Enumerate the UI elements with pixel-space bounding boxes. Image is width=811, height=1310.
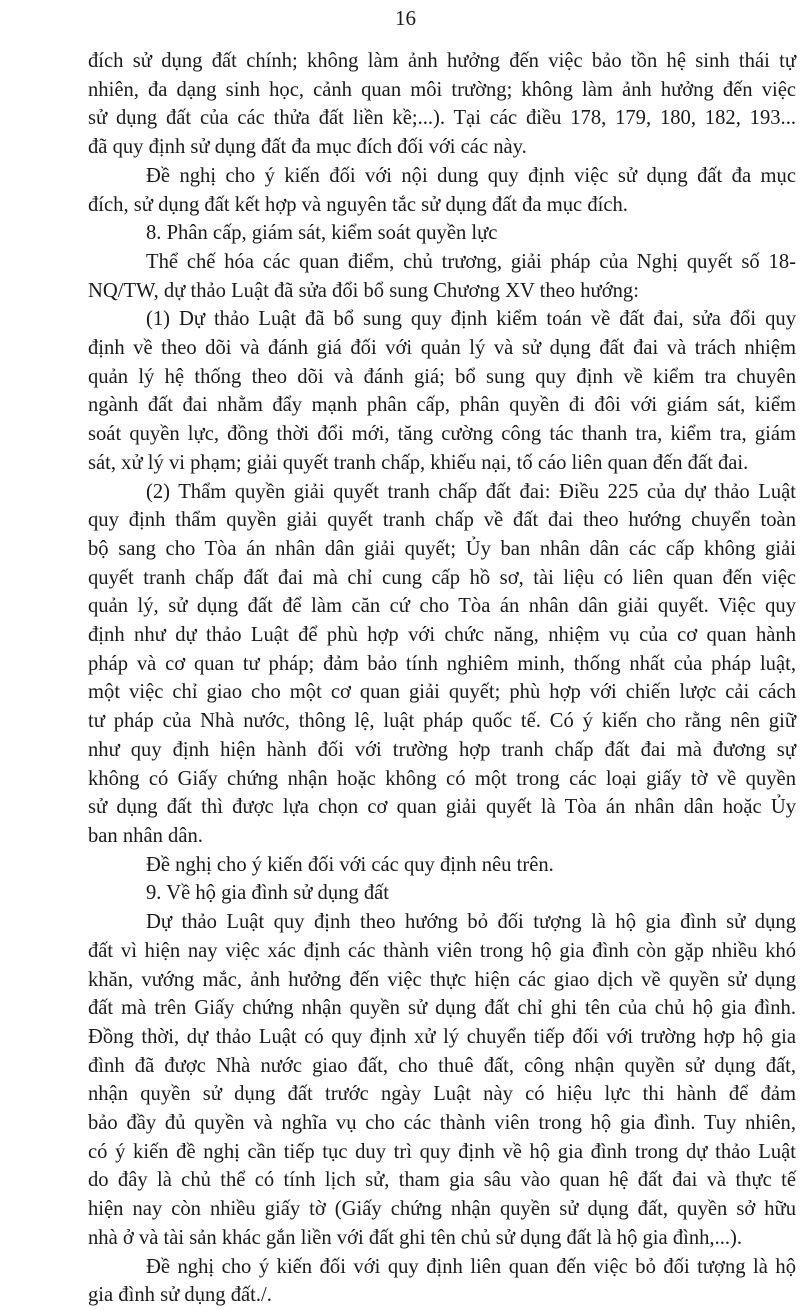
paragraph bbox=[88, 851, 796, 880]
text-line: sử dụng đất của các thửa đất liền kề;...). Tại các điều 178, 179, 180, 182, 193... bbox=[88, 107, 796, 130]
text-line: do đây là chủ thể có tính lịch sử, tham gia sâu vào quan hệ đất đai và thực tế bbox=[88, 1169, 796, 1192]
paragraph bbox=[88, 879, 796, 908]
text-line: Đề nghị cho ý kiến đối với quy định liên quan đến việc bỏ đối tượng là hộ bbox=[146, 1255, 796, 1278]
text-line: định về theo dõi và đánh giá đối với quản lý và sử dụng đất đai và trách nhiệm bbox=[88, 337, 796, 360]
text-line: pháp và cơ quan tư pháp; đảm bảo tính nghiêm minh, thống nhất của pháp luật, bbox=[88, 652, 796, 675]
paragraph bbox=[88, 219, 796, 248]
text-line: định như dự thảo Luật để phù hợp với chức năng, nhiệm vụ của cơ quan hành bbox=[88, 624, 796, 647]
paragraph bbox=[88, 248, 796, 305]
paragraph bbox=[88, 47, 796, 162]
text-line: ban nhân dân. bbox=[88, 824, 203, 847]
text-line: đất mà trên Giấy chứng nhận quyền sử dụng đất chỉ ghi tên của chủ hộ gia đình. bbox=[88, 997, 796, 1020]
paragraph bbox=[88, 305, 796, 477]
text-line: nhận quyền sử dụng đất trước ngày Luật này có hiệu lực thi hành để đảm bbox=[88, 1083, 796, 1106]
text-line: đã quy định sử dụng đất đa mục đích đối với các này. bbox=[88, 136, 527, 159]
text-line: gia đình sử dụng đất./. bbox=[88, 1284, 272, 1307]
text-line: đích sử dụng đất chính; không làm ảnh hưởng đến việc bảo tồn hệ sinh thái tự bbox=[88, 50, 796, 72]
text-line: Đồng thời, dự thảo Luật có quy định xử lý chuyển tiếp đối với trường hợp hộ gia bbox=[88, 1025, 796, 1048]
document-body bbox=[88, 47, 796, 1310]
text-line: không có Giấy chứng nhận hoặc không có một trong các loại giấy tờ về quyền bbox=[88, 767, 796, 790]
text-line: NQ/TW, dự thảo Luật đã sửa đổi bổ sung Chương XV theo hướng: bbox=[88, 279, 639, 302]
text-line: đình đã được Nhà nước giao đất, cho thuê đất, công nhận quyền sử dụng đất, bbox=[88, 1054, 796, 1077]
text-line: quy định thẩm quyền giải quyết tranh chấp về đất đai theo hướng chuyển toàn bbox=[88, 509, 796, 532]
text-line: soát quyền lực, đồng thời đổi mới, tăng cường công tác thanh tra, kiểm tra, giám bbox=[88, 423, 796, 446]
text-line: bảo đầy đủ quyền và nghĩa vụ cho các thành viên trong hộ gia đình. Tuy nhiên, bbox=[88, 1112, 796, 1135]
text-line: hiện nay còn nhiều giấy tờ (Giấy chứng nhận quyền sử dụng đất, quyền sở hữu bbox=[88, 1198, 796, 1221]
text-line: quản lý hệ thống theo dõi và đánh giá; bổ sung quy định về kiểm tra chuyên bbox=[88, 365, 796, 388]
text-line: tư pháp của Nhà nước, thông lệ, luật pháp quốc tế. Có ý kiến cho rằng nên giữ bbox=[88, 710, 796, 733]
text-line: đích, sử dụng đất kết hợp và nguyên tắc sử dụng đất đa mục đích. bbox=[88, 193, 628, 216]
paragraph bbox=[88, 162, 796, 219]
paragraph bbox=[88, 1253, 796, 1310]
page-number: 16 bbox=[395, 6, 416, 30]
paragraph bbox=[88, 478, 796, 851]
text-line: sử dụng đất thì được lựa chọn cơ quan giải quyết là Tòa án nhân dân hoặc Ủy bbox=[88, 796, 796, 819]
text-line: 9. Về hộ gia đình sử dụng đất bbox=[146, 882, 390, 905]
text-line: khăn, vướng mắc, ảnh hưởng đến việc thực hiện các giao dịch về quyền sử dụng bbox=[88, 968, 796, 991]
text-line: (1) Dự thảo Luật đã bổ sung quy định kiểm toán về đất đai, sửa đổi quy bbox=[146, 308, 796, 331]
text-line: Thể chế hóa các quan điểm, chủ trương, giải pháp của Nghị quyết số 18- bbox=[146, 250, 796, 273]
text-line: quản lý, sử dụng đất để làm căn cứ cho Tòa án nhân dân giải quyết. Việc quy bbox=[88, 595, 796, 618]
text-line: Dự thảo Luật quy định theo hướng bỏ đối tượng là hộ gia đình sử dụng bbox=[146, 911, 796, 934]
text-line: như quy định hiện hành đối với trường hợp tranh chấp đất đai mà đương sự bbox=[88, 738, 796, 761]
text-line: sát, xử lý vi phạm; giải quyết tranh chấp, khiếu nại, tố cáo liên quan đến đất đai. bbox=[88, 451, 749, 474]
text-line: một việc chỉ giao cho một cơ quan giải quyết; phù hợp với chiến lược cải cách bbox=[88, 681, 796, 704]
text-line: đất vì hiện nay việc xác định các thành viên trong hộ gia đình còn gặp nhiều khó bbox=[88, 939, 796, 962]
text-line: (2) Thẩm quyền giải quyết tranh chấp đất đai: Điều 225 của dự thảo Luật bbox=[146, 480, 796, 503]
text-line: Đề nghị cho ý kiến đối với nội dung quy định việc sử dụng đất đa mục bbox=[146, 164, 796, 187]
text-line: ngành đất đai nhằm đẩy mạnh phân cấp, phân quyền đi đôi với giám sát, kiểm bbox=[88, 394, 796, 417]
text-line: Đề nghị cho ý kiến đối với các quy định nêu trên. bbox=[146, 853, 554, 876]
text-line: có ý kiến đề nghị cần tiếp tục duy trì quy định về hộ gia đình trong dự thảo Luật bbox=[88, 1140, 796, 1163]
text-line: bộ sang cho Tòa án nhân dân giải quyết; Ủy ban nhân dân các cấp không giải bbox=[88, 537, 796, 560]
paragraph bbox=[88, 908, 796, 1252]
text-line: quyết tranh chấp đất đai mà chỉ cung cấp hồ sơ, tài liệu có liên quan đến việc bbox=[88, 566, 796, 589]
text-line: nhiên, đa dạng sinh học, cảnh quan môi trường; không làm ảnh hưởng đến việc bbox=[88, 78, 796, 101]
text-line: 8. Phân cấp, giám sát, kiểm soát quyền lực bbox=[146, 222, 498, 245]
text-line: nhà ở và tài sản khác gắn liền với đất ghi tên chủ sử dụng đất là hộ gia đình,...). bbox=[88, 1226, 743, 1249]
